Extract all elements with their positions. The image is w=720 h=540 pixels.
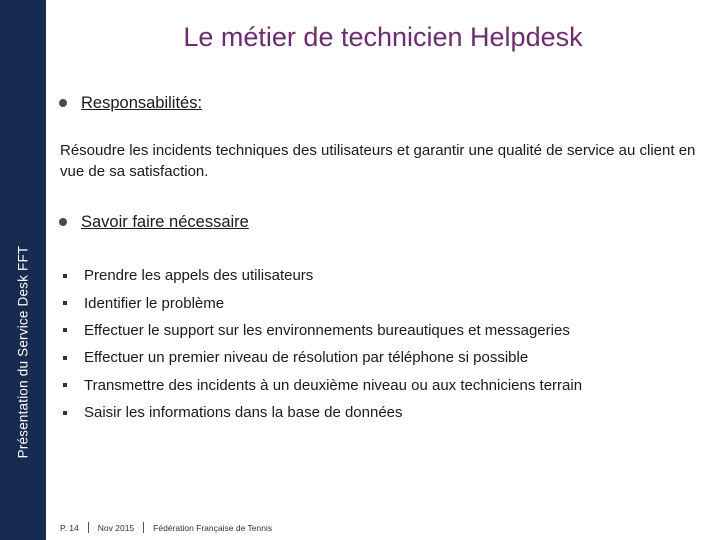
list-item-text: Saisir les informations dans la base de données: [84, 404, 403, 422]
list-item-text: Transmettre des incidents à un deuxième niveau ou aux techniciens terrain: [84, 376, 583, 394]
list-item: [60, 344, 582, 371]
section-heading-responsabilites: Responsabilités:: [81, 94, 203, 112]
responsabilites-text: Résoudre les incidents techniques des utilisateurs et garantir une qualité de service au client en vue de sa satisfaction.: [60, 142, 696, 180]
square-bullet-icon: [63, 328, 67, 332]
list-item-text: Effectuer le support sur les environnements bureautiques et messageries: [84, 321, 570, 339]
footer-organization: Fédération Française de Tennis: [153, 522, 273, 533]
list-item: [60, 289, 582, 316]
square-bullet-icon: [63, 383, 67, 387]
page-title: Le métier de technicien Helpdesk: [183, 22, 583, 52]
square-bullet-icon: [63, 301, 67, 305]
page-number: P. 14: [60, 522, 79, 533]
list-item-text: Prendre les appels des utilisateurs: [84, 267, 314, 285]
sidebar: [0, 0, 46, 540]
sidebar-label: Présentation du Service Desk FFT: [15, 245, 31, 459]
bullet-dot-icon: [59, 218, 67, 226]
footer: [60, 522, 272, 533]
square-bullet-icon: [63, 356, 67, 360]
footer-date: Nov 2015: [97, 522, 135, 533]
square-bullet-icon: [63, 411, 67, 415]
list-item-text: Identifier le problème: [84, 294, 225, 312]
savoir-faire-list: [60, 262, 582, 426]
list-item: [60, 262, 582, 289]
list-item: [60, 317, 582, 344]
section-heading-savoir-faire: Savoir faire nécessaire: [81, 213, 249, 231]
footer-divider: [88, 522, 89, 533]
footer-divider: [143, 522, 144, 533]
list-item-text: Effectuer un premier niveau de résolution par téléphone si possible: [84, 349, 529, 367]
square-bullet-icon: [63, 274, 67, 278]
bullet-dot-icon: [59, 99, 67, 107]
list-item: [60, 372, 582, 399]
list-item: [60, 399, 582, 426]
